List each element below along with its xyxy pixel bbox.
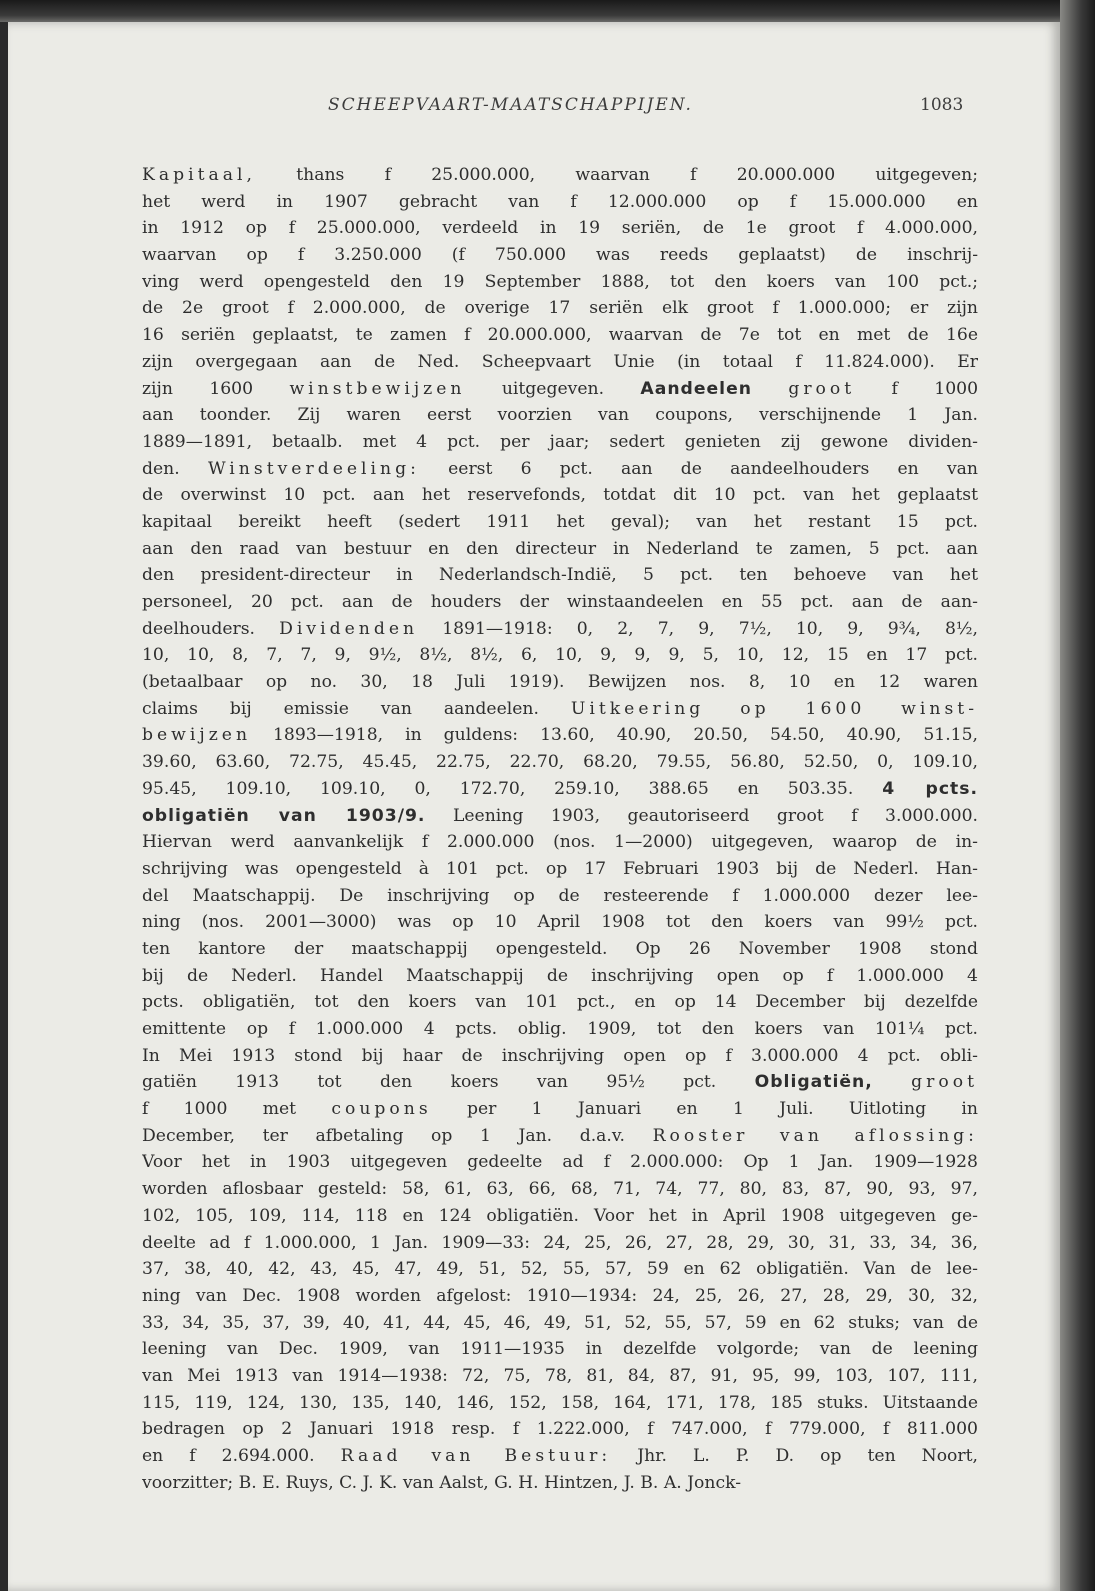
text-line: [142, 936, 978, 963]
text-line: [142, 1470, 978, 1497]
text-line: [142, 429, 978, 456]
text-segment: voorzitter; B. E. Ruys, C. J. K. van Aalst, G. H. Hintzen, J. B. A. Jonck-: [142, 1472, 742, 1493]
text-segment: thans f 25.000.000, waarvan f 20.000.000 uitgegeven;: [255, 165, 978, 185]
text-line: [142, 242, 978, 269]
text-segment: deelhouders.: [142, 618, 280, 639]
text-segment: 95.45, 109.10, 109.10, 0, 172.70, 259.10, 388.65 en 503.35.: [142, 778, 883, 799]
text-line: [142, 856, 978, 883]
text-line: [142, 322, 978, 349]
text-segment: Winstverdeeling:: [207, 458, 420, 479]
text-segment: Voor het in 1903 uitgegeven gedeelte ad f 2.000.000: Op 1 Jan. 1909—1928: [142, 1152, 978, 1173]
text-line: [142, 295, 978, 322]
body-text: [142, 162, 978, 1496]
text-segment: 37, 38, 40, 42, 43, 45, 47, 49, 51, 52, 55, 57, 59 en 62 obligatiën. Van de lee-: [142, 1259, 978, 1280]
text-segment: aan toonder. Zij waren eerst voorzien van coupons, verschijnende 1 Jan.: [142, 405, 978, 426]
text-segment: obligatiën van 1903/9.: [142, 805, 426, 826]
text-segment: In Mei 1913 stond bij haar de inschrijving open op f 3.000.000 4 pct. obli-: [142, 1045, 978, 1066]
text-segment: 102, 105, 109, 114, 118 en 124 obligatiën. Voor het in April 1908 uitgegeven ge-: [142, 1205, 978, 1226]
text-line: [142, 509, 978, 536]
text-line: [142, 162, 978, 189]
text-segment: f 1000: [855, 378, 978, 399]
text-segment: schrijving was opengesteld à 101 pct. op 17 Februari 1903 bij de Nederl. Han-: [142, 858, 978, 879]
text-segment: ning (nos. 2001—3000) was op 10 April 1908 tot den koers van 99½ pct.: [142, 912, 978, 933]
text-line: [142, 1123, 978, 1150]
text-segment: leening van Dec. 1909, van 1911—1935 in dezelfde volgorde; van de leening: [142, 1339, 978, 1360]
text-segment: (betaalbaar op no. 30, 18 Juli 1919). Bewijzen nos. 8, 10 en 12 waren: [142, 672, 978, 693]
text-line: [142, 1310, 978, 1337]
running-head: [8, 95, 1060, 125]
text-line: [142, 1203, 978, 1230]
text-line: [142, 616, 978, 643]
text-segment: ten kantore der maatschappij opengesteld. Op 26 November 1908 stond: [142, 938, 978, 959]
text-segment: worden aflosbaar gesteld: 58, 61, 63, 66, 68, 71, 74, 77, 80, 83, 87, 90, 93, 97,: [142, 1179, 978, 1200]
text-segment: zijn overgegaan aan de Ned. Scheepvaart Unie (in totaal f 11.824.000). Er: [142, 351, 978, 372]
scan-top-edge: [0, 0, 1095, 22]
text-line: [142, 269, 978, 296]
text-line: [142, 1256, 978, 1283]
text-segment: den president-directeur in Nederlandsch-Indië, 5 pct. ten behoeve van het: [142, 565, 978, 586]
text-line: [142, 1069, 978, 1096]
text-line: [142, 1149, 978, 1176]
scan-right-edge: [1060, 0, 1095, 1591]
text-line: [142, 189, 978, 216]
text-segment: den.: [142, 458, 208, 479]
text-line: [142, 1096, 978, 1123]
text-line: [142, 589, 978, 616]
text-segment: bedragen op 2 Januari 1918 resp. f 1.222.000, f 747.000, f 779.000, f 811.000: [142, 1419, 978, 1440]
text-segment: 1893—1918, in guldens: 13.60, 40.90, 20.50, 54.50, 40.90, 51.15,: [251, 725, 978, 746]
text-line: [142, 1390, 978, 1417]
text-segment: het werd in 1907 gebracht van f 12.000.000 op f 15.000.000 en: [142, 191, 978, 212]
text-segment: f 1000 met: [142, 1099, 332, 1120]
text-line: [142, 1336, 978, 1363]
text-segment: pcts. obligatiën, tot den koers van 101 pct., en op 14 December bij dezelfde: [142, 992, 978, 1013]
text-line: [142, 1230, 978, 1257]
text-segment: emittente op f 1.000.000 4 pcts. oblig. 1909, tot den koers van 101¼ pct.: [142, 1019, 978, 1039]
text-segment: December, ter afbetaling op 1 Jan. d.a.v.: [142, 1125, 653, 1146]
text-line: [142, 349, 978, 376]
text-segment: bij de Nederl. Handel Maatschappij de inschrijving open op f 1.000.000 4: [142, 965, 978, 986]
text-segment: 16 seriën geplaatst, te zamen f 20.000.000, waarvan de 7e tot en met de 16e: [142, 325, 978, 346]
text-line: [142, 883, 978, 910]
text-line: [142, 536, 978, 563]
text-segment: eerst 6 pct. aan de aandeelhouders en van: [419, 458, 978, 479]
text-segment: 1889—1891, betaalb. met 4 pct. per jaar; sedert genieten zij gewone dividen-: [142, 431, 978, 452]
text-segment: Raad van Bestuur:: [340, 1446, 612, 1466]
text-line: [142, 749, 978, 776]
text-line: [142, 642, 978, 669]
text-line: [142, 215, 978, 242]
text-segment: Hiervan werd aanvankelijk f 2.000.000 (nos. 1—2000) uitgegeven, waarop de in-: [142, 832, 978, 853]
text-segment: in 1912 op f 25.000.000, verdeeld in 19 seriën, de 1e groot f 4.000.000,: [142, 218, 978, 239]
text-line: [142, 963, 978, 990]
text-segment: Uitkeering op 1600 winst-: [570, 698, 978, 719]
text-segment: 1891—1918: 0, 2, 7, 9, 7½, 10, 9, 9¾, 8½,: [418, 618, 978, 639]
text-line: [142, 482, 978, 509]
text-segment: groot: [788, 378, 856, 399]
text-line: [142, 909, 978, 936]
text-line: [142, 776, 978, 803]
text-segment: Obligatiën,: [754, 1072, 873, 1093]
text-segment: 39.60, 63.60, 72.75, 45.45, 22.75, 22.70, 68.20, 79.55, 56.80, 52.50, 0, 109.10,: [142, 752, 978, 773]
text-segment: 10, 10, 8, 7, 7, 9, 9½, 8½, 8½, 6, 10, 9, 9, 9, 5, 10, 12, 15 en 17 pct.: [142, 645, 978, 666]
text-segment: groot: [911, 1072, 978, 1093]
text-segment: Leening 1903, geautoriseerd groot f 3.000.000.: [425, 805, 978, 826]
text-line: [142, 722, 978, 749]
text-segment: personeel, 20 pct. aan de houders der winstaandeelen en 55 pct. aan de aan-: [142, 592, 978, 612]
text-line: [142, 1176, 978, 1203]
text-segment: gatiën 1913 tot den koers van 95½ pct.: [142, 1072, 755, 1093]
text-segment: del Maatschappij. De inschrijving op de resteerende f 1.000.000 dezer lee-: [142, 885, 978, 906]
text-line: [142, 669, 978, 696]
text-segment: de overwinst 10 pct. aan het reservefonds, totdat dit 10 pct. van het geplaatst: [142, 485, 978, 506]
text-segment: 4 pcts.: [882, 778, 978, 799]
text-segment: [873, 1072, 911, 1092]
text-segment: de 2e groot f 2.000.000, de overige 17 seriën elk groot f 1.000.000; er zijn: [142, 298, 978, 319]
text-segment: ning van Dec. 1908 worden afgelost: 1910—1934: 24, 25, 26, 27, 28, 29, 30, 32,: [142, 1285, 978, 1306]
text-segment: deelte ad f 1.000.000, 1 Jan. 1909—33: 24, 25, 26, 27, 28, 29, 30, 31, 33, 34, 36,: [142, 1232, 978, 1253]
text-line: [142, 402, 978, 429]
text-line: [142, 376, 978, 403]
book-page: [8, 22, 1060, 1591]
text-line: [142, 696, 978, 723]
text-segment: Rooster van aflossing:: [652, 1125, 978, 1146]
page-number: 1083: [920, 95, 964, 115]
text-segment: waarvan op f 3.250.000 (f 750.000 was reeds geplaatst) de inschrij-: [142, 245, 978, 266]
text-line: [142, 803, 978, 830]
text-segment: aan den raad van bestuur en den directeur in Nederland te zamen, 5 pct. aan: [142, 538, 978, 559]
text-segment: kapitaal bereikt heeft (sedert 1911 het geval); van het restant 15 pct.: [142, 511, 978, 532]
text-segment: coupons: [331, 1099, 432, 1120]
text-line: [142, 989, 978, 1016]
text-line: [142, 1363, 978, 1390]
text-line: [142, 456, 978, 483]
text-line: [142, 1016, 978, 1043]
text-segment: 33, 34, 35, 37, 39, 40, 41, 44, 45, 46, 49, 51, 52, 55, 57, 59 en 62 stuks; van de: [142, 1312, 978, 1333]
text-segment: van Mei 1913 van 1914—1938: 72, 75, 78, 81, 84, 87, 91, 95, 99, 103, 107, 111,: [142, 1365, 978, 1386]
text-segment: 115, 119, 124, 130, 135, 140, 146, 152, 158, 164, 171, 178, 185 stuks. Uitstaande: [142, 1392, 978, 1413]
text-segment: [752, 379, 788, 399]
text-segment: en f 2.694.000.: [142, 1446, 341, 1466]
text-segment: ving werd opengesteld den 19 September 1888, tot den koers van 100 pct.;: [142, 271, 978, 292]
text-segment: bewijzen: [142, 725, 252, 746]
text-line: [142, 1443, 978, 1470]
text-line: [142, 562, 978, 589]
text-segment: Kapitaal,: [142, 165, 256, 185]
text-line: [142, 1043, 978, 1070]
text-segment: zijn 1600: [142, 378, 290, 399]
text-line: [142, 829, 978, 856]
text-segment: Jhr. L. P. D. op ten Noort,: [611, 1446, 978, 1466]
text-segment: winstbewijzen: [289, 378, 466, 399]
text-line: [142, 1283, 978, 1310]
text-segment: per 1 Januari en 1 Juli. Uitloting in: [431, 1099, 978, 1120]
text-line: [142, 1416, 978, 1443]
running-title: SCHEEPVAART-MAATSCHAPPIJEN.: [328, 95, 693, 115]
text-segment: Aandeelen: [640, 378, 752, 399]
text-segment: claims bij emissie van aandeelen.: [142, 698, 571, 719]
text-segment: Dividenden: [279, 618, 419, 639]
text-segment: uitgegeven.: [465, 378, 641, 399]
